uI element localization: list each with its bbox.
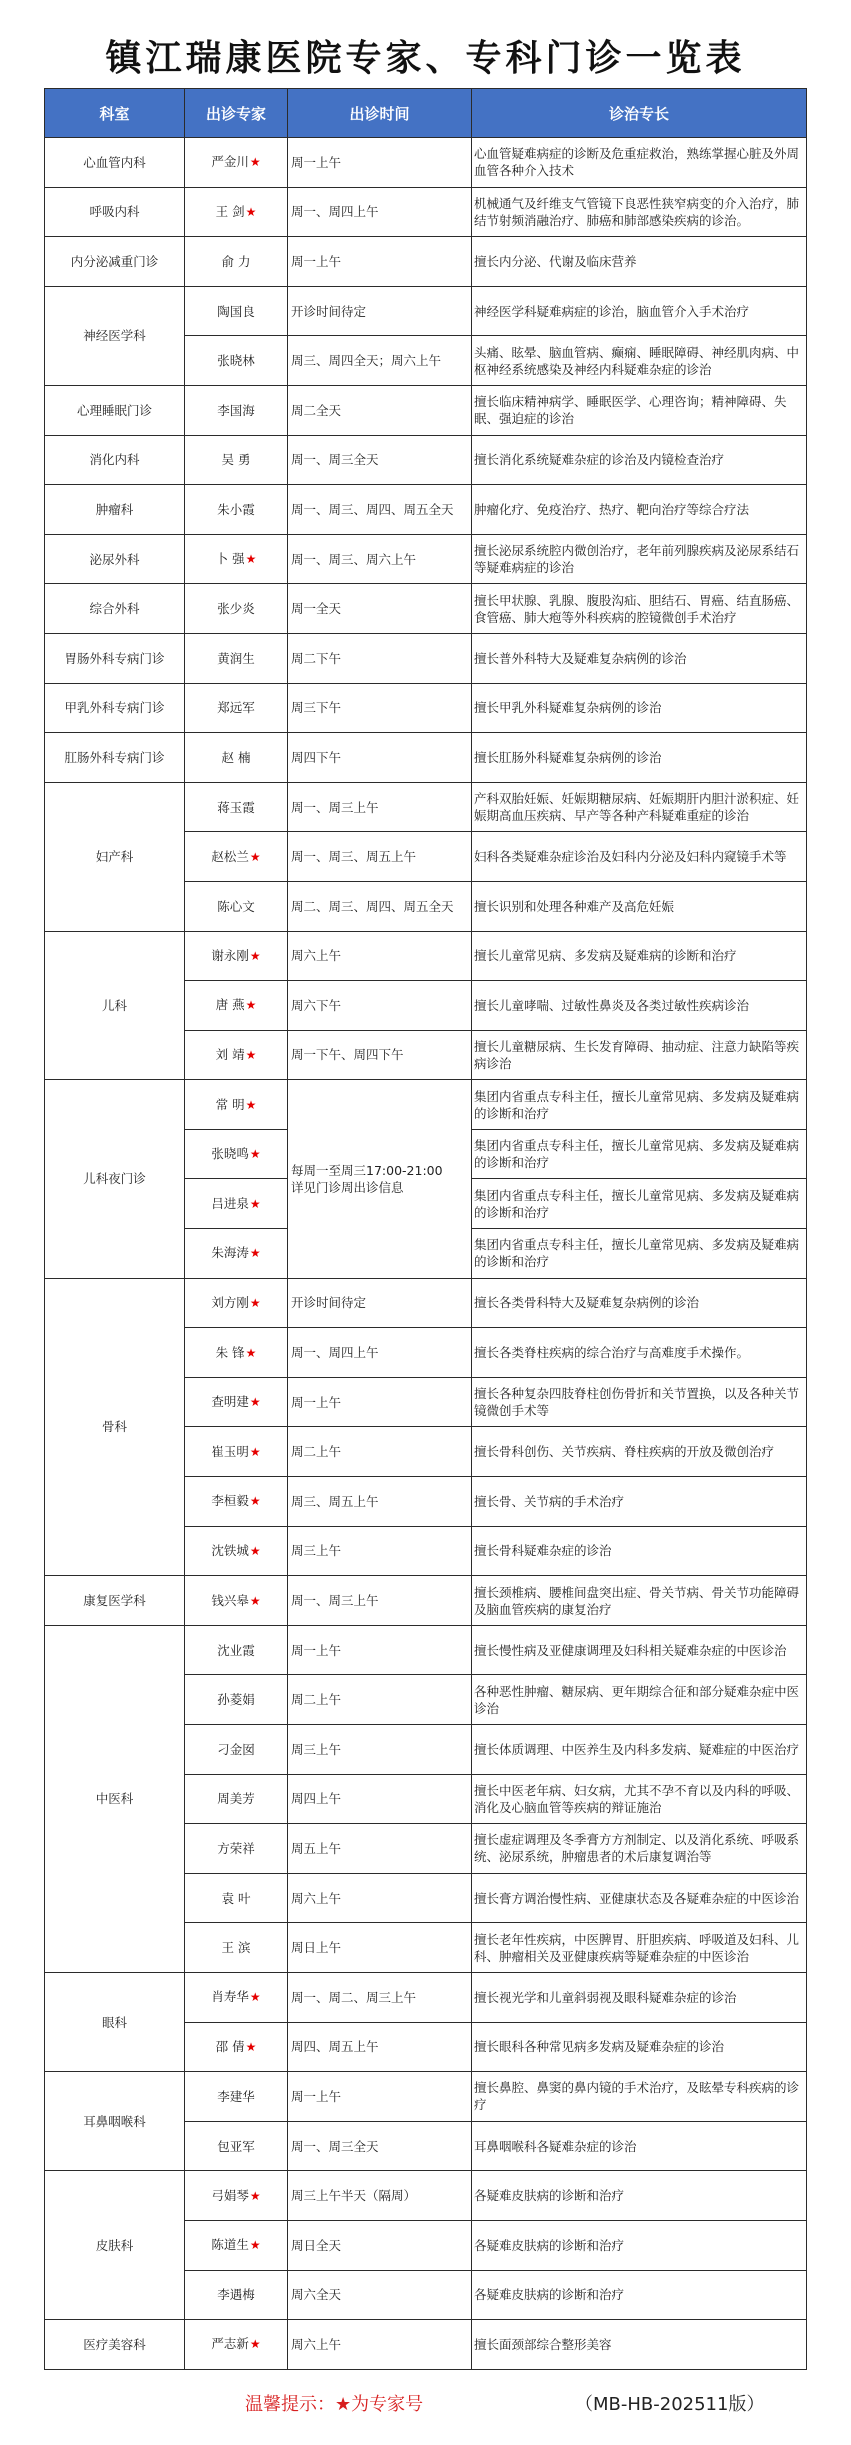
expert-star-icon: ★ (249, 1395, 261, 1410)
specialty-cell: 各疑难皮肤病的诊断和治疗 (472, 2220, 807, 2270)
doctor-name: 赵松兰 (211, 848, 249, 864)
expert-star-icon: ★ (249, 1543, 261, 1558)
time-cell: 周六上午 (288, 931, 472, 981)
time-cell: 周三、周四全天；周六上午 (288, 336, 472, 386)
department-cell: 综合外科 (45, 584, 185, 634)
specialty-cell: 集团内省重点专科主任，擅长儿童常见病、多发病及疑难病的诊断和治疗 (472, 1080, 807, 1130)
table-row (45, 1080, 807, 1130)
specialty-cell: 擅长内分泌、代谢及临床营养 (472, 237, 807, 287)
table-header-row (45, 89, 807, 138)
doctor-name: 黄润生 (217, 650, 255, 666)
expert-star-icon: ★ (249, 948, 261, 963)
specialty-cell: 擅长泌尿系统腔内微创治疗，老年前列腺疾病及泌尿系结石等疑难病症的诊治 (472, 534, 807, 584)
expert-star-icon: ★ (245, 998, 257, 1013)
time-cell: 周三下午 (288, 683, 472, 733)
doctor-name: 弓娟琴 (211, 2187, 249, 2203)
expert-star-icon: ★ (245, 204, 257, 219)
table-row (45, 138, 807, 188)
doctor-name: 王 滨 (221, 1940, 251, 1956)
doctor-name: 沈铁城 (211, 1542, 249, 1558)
doctor-cell (185, 1824, 288, 1874)
time-cell: 每周一至周三17:00-21:00 详见门诊周出诊信息 (288, 1080, 472, 1278)
time-cell: 周六下午 (288, 981, 472, 1031)
specialty-cell: 擅长慢性病及亚健康调理及妇科相关疑难杂症的中医诊治 (472, 1625, 807, 1675)
specialty-cell: 耳鼻咽喉科各疑难杂症的诊治 (472, 2121, 807, 2171)
specialty-cell: 产科双胎妊娠、妊娠期糖尿病、妊娠期肝内胆汁淤积症、妊娠期高血压疾病、早产等各种产科疑难重症的诊治 (472, 782, 807, 832)
doctor-cell (185, 832, 288, 882)
time-cell: 周二下午 (288, 633, 472, 683)
specialty-cell: 集团内省重点专科主任，擅长儿童常见病、多发病及疑难病的诊断和治疗 (472, 1129, 807, 1179)
doctor-name: 俞 力 (221, 253, 251, 269)
table-row (45, 733, 807, 783)
specialty-cell: 擅长面颈部综合整形美容 (472, 2320, 807, 2370)
time-cell: 周一、周三、周四、周五全天 (288, 485, 472, 535)
time-cell: 周一、周三上午 (288, 1576, 472, 1626)
doctor-cell (185, 237, 288, 287)
time-cell: 周二上午 (288, 1427, 472, 1477)
time-cell: 周一上午 (288, 1377, 472, 1427)
doctor-name: 张晓鸣 (211, 1146, 249, 1162)
doctor-name: 方荣祥 (217, 1840, 255, 1856)
expert-star-icon: ★ (249, 2188, 261, 2203)
doctor-name: 邵 倩 (215, 2038, 245, 2054)
specialty-cell: 集团内省重点专科主任，擅长儿童常见病、多发病及疑难病的诊断和治疗 (472, 1229, 807, 1279)
doctor-name: 袁 叶 (221, 1890, 251, 1906)
doctor-name: 陈心文 (217, 898, 255, 914)
doctor-cell (185, 2320, 288, 2370)
doctor-cell (185, 981, 288, 1031)
header-department: 科室 (45, 89, 185, 138)
specialty-cell: 擅长体质调理、中医养生及内科多发病、疑难症的中医治疗 (472, 1725, 807, 1775)
doctor-cell (185, 1725, 288, 1775)
department-cell: 中医科 (45, 1625, 185, 1972)
doctor-name: 刘方刚 (211, 1294, 249, 1310)
specialty-cell: 擅长各种复杂四肢脊柱创伤骨折和关节置换，以及各种关节镜微创手术等 (472, 1377, 807, 1427)
doctor-cell (185, 1030, 288, 1080)
doctor-cell (185, 1675, 288, 1725)
time-cell: 周一、周三、周六上午 (288, 534, 472, 584)
table-row (45, 237, 807, 287)
specialty-cell: 擅长骨科疑难杂症的诊治 (472, 1526, 807, 1576)
specialty-cell: 擅长儿童常见病、多发病及疑难病的诊断和治疗 (472, 931, 807, 981)
table-row (45, 385, 807, 435)
specialty-cell: 擅长消化系统疑难杂症的诊治及内镜检查治疗 (472, 435, 807, 485)
doctor-name: 陈道生 (211, 2237, 249, 2253)
expert-star-icon: ★ (249, 1246, 261, 1261)
time-cell: 周三上午半天（隔周） (288, 2171, 472, 2221)
time-cell: 开诊时间待定 (288, 1278, 472, 1328)
expert-star-icon: ★ (249, 1444, 261, 1459)
doctor-cell (185, 1923, 288, 1973)
time-cell: 周一、周二、周三上午 (288, 1972, 472, 2022)
doctor-cell (185, 1278, 288, 1328)
time-cell: 周五上午 (288, 1824, 472, 1874)
doctor-name: 谢永刚 (211, 947, 249, 963)
specialty-cell: 头痛、眩晕、脑血管病、癫痫、睡眠障碍、神经肌肉病、中枢神经系统感染及神经内科疑难杂症的诊治 (472, 336, 807, 386)
doctor-cell (185, 782, 288, 832)
specialty-cell: 擅长膏方调治慢性病、亚健康状态及各疑难杂症的中医诊治 (472, 1873, 807, 1923)
table-row (45, 2072, 807, 2122)
doctor-cell (185, 1576, 288, 1626)
department-cell: 神经医学科 (45, 286, 185, 385)
doctor-cell (185, 187, 288, 237)
department-cell: 心血管内科 (45, 138, 185, 188)
table-body (45, 138, 807, 2370)
department-cell: 呼吸内科 (45, 187, 185, 237)
time-cell: 周一上午 (288, 138, 472, 188)
table-row (45, 1625, 807, 1675)
doctor-name: 吕进泉 (211, 1195, 249, 1211)
specialty-cell: 擅长肛肠外科疑难复杂病例的诊治 (472, 733, 807, 783)
expert-star-icon: ★ (249, 1196, 261, 1211)
time-cell: 周二全天 (288, 385, 472, 435)
table-row (45, 435, 807, 485)
department-cell: 消化内科 (45, 435, 185, 485)
specialty-cell: 擅长临床精神病学、睡眠医学、心理咨询；精神障碍、失眠、强迫症的诊治 (472, 385, 807, 435)
doctor-name: 卜 强 (215, 551, 245, 567)
doctor-cell (185, 336, 288, 386)
doctor-cell (185, 485, 288, 535)
department-cell: 妇产科 (45, 782, 185, 931)
time-cell: 周一、周三、周五上午 (288, 832, 472, 882)
doctor-cell (185, 1873, 288, 1923)
doctor-cell (185, 2022, 288, 2072)
time-cell: 开诊时间待定 (288, 286, 472, 336)
specialty-cell: 擅长甲乳外科疑难复杂病例的诊治 (472, 683, 807, 733)
department-cell: 皮肤科 (45, 2171, 185, 2320)
department-cell: 心理睡眠门诊 (45, 385, 185, 435)
doctor-cell (185, 286, 288, 336)
doctor-name: 朱海涛 (211, 1245, 249, 1261)
header-specialty: 诊治专长 (472, 89, 807, 138)
doctor-name: 严志新 (211, 2336, 249, 2352)
expert-star-icon: ★ (245, 1047, 257, 1062)
table-row (45, 534, 807, 584)
doctor-name: 赵 楠 (221, 749, 251, 765)
table-row (45, 1972, 807, 2022)
doctor-name: 朱小霞 (217, 501, 255, 517)
doctor-cell (185, 1377, 288, 1427)
department-cell: 肿瘤科 (45, 485, 185, 535)
specialty-cell: 擅长普外科特大及疑难复杂病例的诊治 (472, 633, 807, 683)
doctor-cell (185, 1526, 288, 1576)
table-row (45, 187, 807, 237)
expert-star-icon: ★ (249, 2337, 261, 2352)
doctor-cell (185, 435, 288, 485)
department-cell: 儿科夜门诊 (45, 1080, 185, 1278)
expert-star-icon: ★ (249, 1295, 261, 1310)
specialty-cell: 擅长甲状腺、乳腺、腹股沟疝、胆结石、胃癌、结直肠癌、食管癌、肺大疱等外科疾病的腔镜微创手术治疗 (472, 584, 807, 634)
department-cell: 肛肠外科专病门诊 (45, 733, 185, 783)
time-cell: 周一上午 (288, 2072, 472, 2122)
doctor-name: 郑远军 (217, 700, 255, 716)
doctor-name: 常 明 (215, 1096, 245, 1112)
expert-star-icon: ★ (249, 2238, 261, 2253)
time-cell: 周一全天 (288, 584, 472, 634)
doctor-cell (185, 1179, 288, 1229)
doctor-cell (185, 1774, 288, 1824)
doctor-name: 沈业霞 (217, 1642, 255, 1658)
doctor-cell (185, 1477, 288, 1527)
doctor-name: 李桓毅 (211, 1493, 249, 1509)
doctor-cell (185, 1427, 288, 1477)
specialty-cell: 擅长各类骨科特大及疑难复杂病例的诊治 (472, 1278, 807, 1328)
doctor-cell (185, 1229, 288, 1279)
table-row (45, 1278, 807, 1328)
doctor-cell (185, 1625, 288, 1675)
time-cell: 周六全天 (288, 2270, 472, 2320)
time-cell: 周日全天 (288, 2220, 472, 2270)
specialty-cell: 各种恶性肿瘤、糖尿病、更年期综合征和部分疑难杂症中医诊治 (472, 1675, 807, 1725)
specialty-cell: 擅长儿童哮喘、过敏性鼻炎及各类过敏性疾病诊治 (472, 981, 807, 1031)
doctor-cell (185, 385, 288, 435)
doctor-name: 王 剑 (215, 203, 245, 219)
doctor-cell (185, 2220, 288, 2270)
doctor-cell (185, 138, 288, 188)
expert-star-icon: ★ (249, 1147, 261, 1162)
doctor-name: 唐 燕 (215, 997, 245, 1013)
doctor-name: 李遇梅 (217, 2287, 255, 2303)
time-cell: 周三上午 (288, 1725, 472, 1775)
expert-star-icon: ★ (245, 1345, 257, 1360)
department-cell: 耳鼻咽喉科 (45, 2072, 185, 2171)
time-cell: 周一、周三上午 (288, 782, 472, 832)
specialty-cell: 擅长老年性疾病，中医脾胃、肝胆疾病、呼吸道及妇科、儿科、肿瘤相关及亚健康疾病等疑难杂症的中医诊治 (472, 1923, 807, 1973)
expert-star-icon: ★ (249, 1990, 261, 2005)
table-row (45, 2171, 807, 2221)
specialty-cell: 各疑难皮肤病的诊断和治疗 (472, 2270, 807, 2320)
doctor-name: 李国海 (217, 402, 255, 418)
specialty-cell: 妇科各类疑难杂症诊治及妇科内分泌及妇科内窥镜手术等 (472, 832, 807, 882)
time-cell: 周二上午 (288, 1675, 472, 1725)
department-cell: 泌尿外科 (45, 534, 185, 584)
doctor-name: 蒋玉霞 (217, 799, 255, 815)
specialty-cell: 擅长颈椎病、腰椎间盘突出症、骨关节病、骨关节功能障碍及脑血管疾病的康复治疗 (472, 1576, 807, 1626)
doctor-name: 陶国良 (217, 303, 255, 319)
expert-star-icon: ★ (249, 1494, 261, 1509)
expert-star-icon: ★ (245, 2039, 257, 2054)
doctor-name: 周美芳 (217, 1791, 255, 1807)
specialty-cell: 擅长鼻腔、鼻窦的鼻内镜的手术治疗，及眩晕专科疾病的诊疗 (472, 2072, 807, 2122)
doctor-cell (185, 1328, 288, 1378)
table-row (45, 584, 807, 634)
time-cell: 周一、周四上午 (288, 187, 472, 237)
time-cell: 周一上午 (288, 237, 472, 287)
time-cell: 周二、周三、周四、周五全天 (288, 881, 472, 931)
specialty-cell: 擅长各类脊柱疾病的综合治疗与高难度手术操作。 (472, 1328, 807, 1378)
time-cell: 周日上午 (288, 1923, 472, 1973)
doctor-name: 李建华 (217, 2088, 255, 2104)
specialty-cell: 神经医学科疑难病症的诊治，脑血管介入手术治疗 (472, 286, 807, 336)
doctor-cell (185, 733, 288, 783)
table-row (45, 931, 807, 981)
specialty-cell: 擅长中医老年病、妇女病，尤其不孕不育以及内科的呼吸、消化及心脑血管等疾病的辩证施治 (472, 1774, 807, 1824)
table-row (45, 1576, 807, 1626)
doctor-cell (185, 683, 288, 733)
doctor-cell (185, 534, 288, 584)
table-row (45, 485, 807, 535)
time-cell: 周一上午 (288, 1625, 472, 1675)
doctor-name: 张晓林 (217, 353, 255, 369)
specialty-cell: 肿瘤化疗、免疫治疗、热疗、靶向治疗等综合疗法 (472, 485, 807, 535)
footer-tip: 温馨提示：★为专家号 (245, 2394, 424, 2415)
header-time: 出诊时间 (288, 89, 472, 138)
time-cell: 周六上午 (288, 1873, 472, 1923)
expert-star-icon: ★ (245, 552, 257, 567)
doctor-name: 朱 锋 (215, 1344, 245, 1360)
expert-star-icon: ★ (249, 1593, 261, 1608)
table-row (45, 286, 807, 336)
time-cell: 周一、周四上午 (288, 1328, 472, 1378)
table-row (45, 683, 807, 733)
doctor-name: 吴 勇 (221, 452, 251, 468)
specialty-cell: 各疑难皮肤病的诊断和治疗 (472, 2171, 807, 2221)
time-cell: 周六上午 (288, 2320, 472, 2370)
doctor-name: 查明建 (211, 1394, 249, 1410)
doctor-name: 孙菱娟 (217, 1692, 255, 1708)
doctor-cell (185, 1972, 288, 2022)
table-row (45, 782, 807, 832)
doctor-cell (185, 2171, 288, 2221)
department-cell: 眼科 (45, 1972, 185, 2071)
department-cell: 内分泌减重门诊 (45, 237, 185, 287)
doctor-name: 崔玉明 (211, 1443, 249, 1459)
header-doctor: 出诊专家 (185, 89, 288, 138)
doctor-name: 包亚军 (217, 2138, 255, 2154)
table-row (45, 633, 807, 683)
time-cell: 周四上午 (288, 1774, 472, 1824)
doctor-cell (185, 931, 288, 981)
doctor-cell (185, 2072, 288, 2122)
doctor-name: 肖寿华 (211, 1989, 249, 2005)
specialty-cell: 擅长儿童糖尿病、生长发育障碍、抽动症、注意力缺陷等疾病诊治 (472, 1030, 807, 1080)
doctor-name: 刁金囡 (217, 1741, 255, 1757)
doctor-cell (185, 1080, 288, 1130)
department-cell: 胃肠外科专病门诊 (45, 633, 185, 683)
doctor-cell (185, 2121, 288, 2171)
doctor-name: 钱兴皋 (211, 1592, 249, 1608)
doctor-name: 刘 靖 (215, 1046, 245, 1062)
doctor-cell (185, 2270, 288, 2320)
time-cell: 周三上午 (288, 1526, 472, 1576)
department-cell: 康复医学科 (45, 1576, 185, 1626)
specialty-cell: 心血管疑难病症的诊断及危重症救治，熟练掌握心脏及外周血管各种介入技术 (472, 138, 807, 188)
time-cell: 周一、周三全天 (288, 2121, 472, 2171)
specialty-cell: 擅长骨科创伤、关节疾病、脊柱疾病的开放及微创治疗 (472, 1427, 807, 1477)
footer-version: （MB-HB-202511版） (575, 2394, 765, 2415)
specialty-cell: 集团内省重点专科主任，擅长儿童常见病、多发病及疑难病的诊断和治疗 (472, 1179, 807, 1229)
expert-star-icon: ★ (249, 155, 261, 170)
specialty-cell: 擅长虚症调理及冬季膏方方剂制定、以及消化系统、呼吸系统、泌尿系统，肿瘤患者的术后康复调治等 (472, 1824, 807, 1874)
time-cell: 周一、周三全天 (288, 435, 472, 485)
time-cell: 周四、周五上午 (288, 2022, 472, 2072)
department-cell: 骨科 (45, 1278, 185, 1576)
expert-star-icon: ★ (245, 1097, 257, 1112)
doctor-name: 张少炎 (217, 601, 255, 617)
doctor-name: 严金川 (211, 154, 249, 170)
specialty-cell: 擅长骨、关节病的手术治疗 (472, 1477, 807, 1527)
department-cell: 儿科 (45, 931, 185, 1080)
department-cell: 医疗美容科 (45, 2320, 185, 2370)
specialty-cell: 擅长识别和处理各种难产及高危妊娠 (472, 881, 807, 931)
doctor-cell (185, 633, 288, 683)
time-cell: 周四下午 (288, 733, 472, 783)
specialty-cell: 擅长视光学和儿童斜弱视及眼科疑难杂症的诊治 (472, 1972, 807, 2022)
table-row (45, 2320, 807, 2370)
specialty-cell: 机械通气及纤维支气管镜下良恶性狭窄病变的介入治疗，肺结节射频消融治疗、肺癌和肺部感染疾病的诊治。 (472, 187, 807, 237)
page-title: 镇江瑞康医院专家、专科门诊一览表 (105, 37, 746, 79)
specialty-cell: 擅长眼科各种常见病多发病及疑难杂症的诊治 (472, 2022, 807, 2072)
clinic-schedule-table (44, 88, 807, 2370)
department-cell: 甲乳外科专病门诊 (45, 683, 185, 733)
time-cell: 周一下午、周四下午 (288, 1030, 472, 1080)
expert-star-icon: ★ (249, 849, 261, 864)
doctor-cell (185, 584, 288, 634)
doctor-cell (185, 1129, 288, 1179)
doctor-cell (185, 881, 288, 931)
time-cell: 周三、周五上午 (288, 1477, 472, 1527)
